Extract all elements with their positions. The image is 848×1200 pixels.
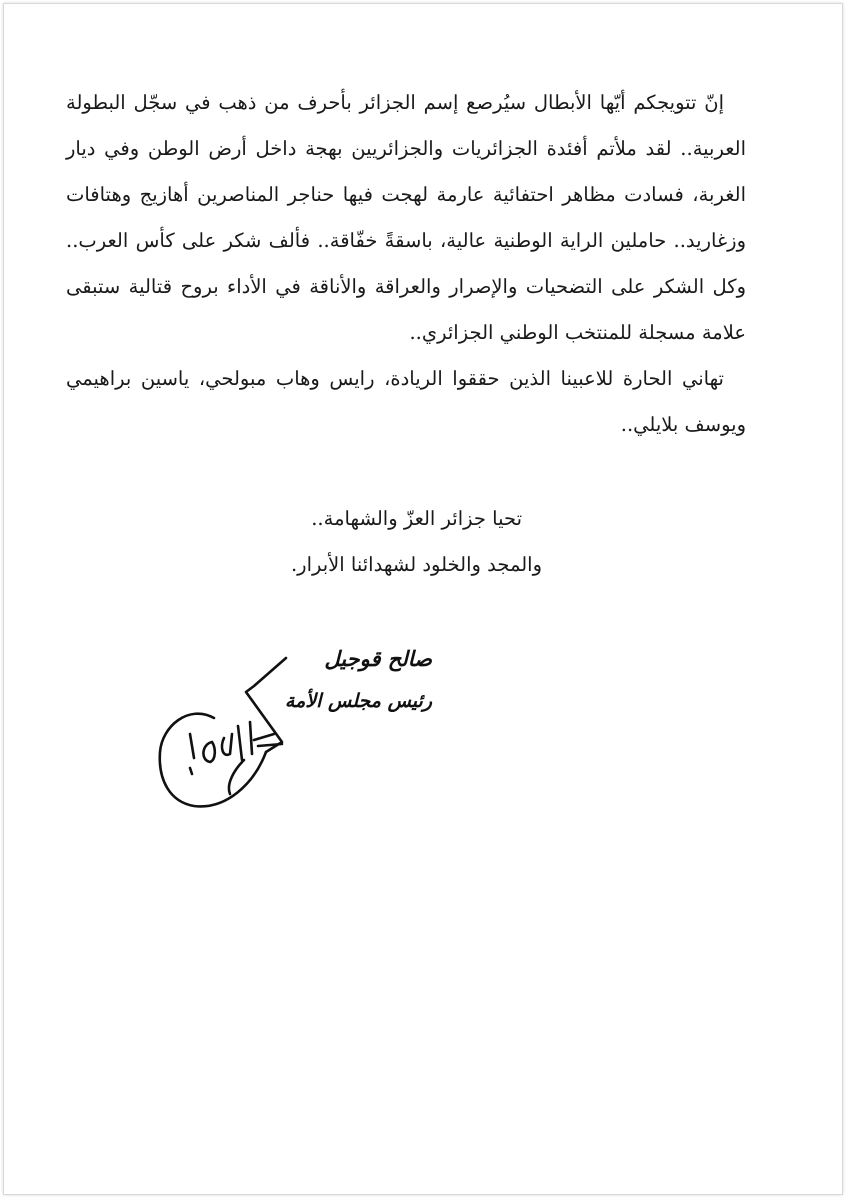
closing-line-long-live: تحيا جزائر العزّ والشهامة.. <box>311 507 522 530</box>
closing-lines <box>291 496 542 588</box>
paragraph-congratulations: إنّ تتويجكم أيّها الأبطال سيُرصع إسم الجزائر بأحرف من ذهب في سجّل البطولة العربية.. لقد ملأتم أفئدة الجزائريات والجزائريين بهجة داخل أرض الوطن وفي ديار الغربة، فسادت مظاهر احتفائية عارمة لهجت فيها حناجر المناصرين أهازيج وهتافات وزغاريد.. حاملين الراية الوطنية عالية، باسقةً خفّاقة.. فألف شكر على كأس العرب.. وكل الشكر على التضحيات والإصرار والعراقة والأناقة في الأداء بروح قتالية ستبقى علامة مسجلة للمنتخب الوطني الجزائري.. <box>66 91 746 344</box>
signature-block <box>154 634 454 834</box>
document-page <box>3 3 843 1195</box>
signer-title: رئيس مجلس الأمة <box>284 690 432 712</box>
paragraph-players-thanks: تهاني الحارة للاعبينا الذين حققوا الريادة، رايس وهاب مبولحي، ياسين براهيمي ويوسف بلايلي.. <box>66 367 746 436</box>
letter-body <box>66 80 746 448</box>
signer-name: صالح قوجيل <box>324 646 432 671</box>
closing-line-martyrs: والمجد والخلود لشهدائنا الأبرار. <box>290 553 542 576</box>
handwritten-signature <box>154 634 294 834</box>
